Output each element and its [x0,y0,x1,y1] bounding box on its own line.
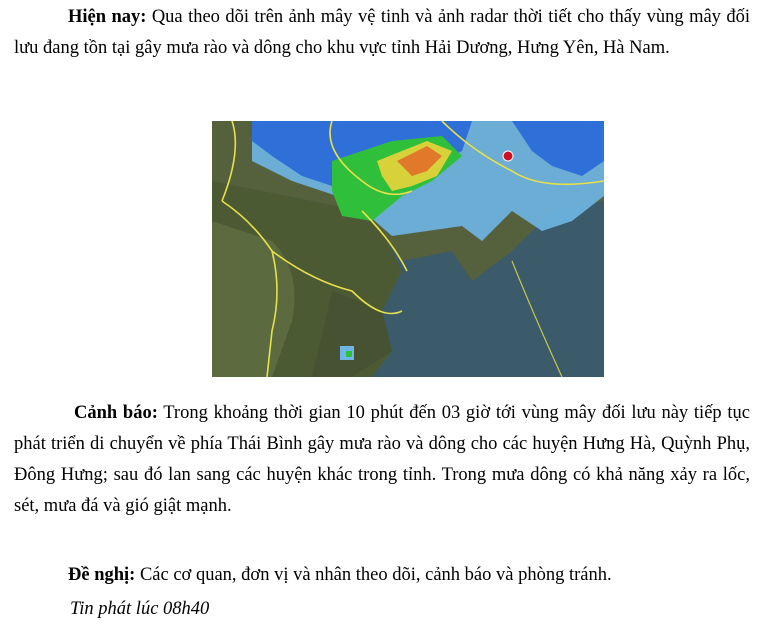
issued-time: Tin phát lúc 08h40 [70,599,210,619]
current-situation-paragraph [14,2,750,64]
recommendation-paragraph [14,560,750,591]
recommendation-text: Các cơ quan, đơn vị và nhân theo dõi, cảnh báo và phòng tránh. [135,565,612,585]
radar-map-graphic [212,121,604,377]
warning-text: Trong khoảng thời gian 10 phút đến 03 giờ tới vùng mây đối lưu này tiếp tục phát triển di chuyển về phía Thái Bình gây mưa rào và dông cho các huyện Hưng Hà, Quỳnh Phụ, Đông Hưng; sau đó lan sang các huyện khác trong tỉnh. Trong mưa dông có khả năng xảy ra lốc, sét, mưa đá và gió giật mạnh. [14,403,750,516]
current-text: Qua theo dõi trên ảnh mây vệ tinh và ảnh radar thời tiết cho thấy vùng mây đối lưu đang tồn tại gây mưa rào và dông cho khu vực tỉnh Hải Dương, Hưng Yên, Hà Nam. [14,7,750,58]
warning-paragraph [14,398,750,522]
warning-label: Cảnh báo: [74,403,158,423]
current-label: Hiện nay: [68,7,147,27]
recommendation-label: Đề nghị: [68,565,136,585]
radar-satellite-image [212,121,604,377]
